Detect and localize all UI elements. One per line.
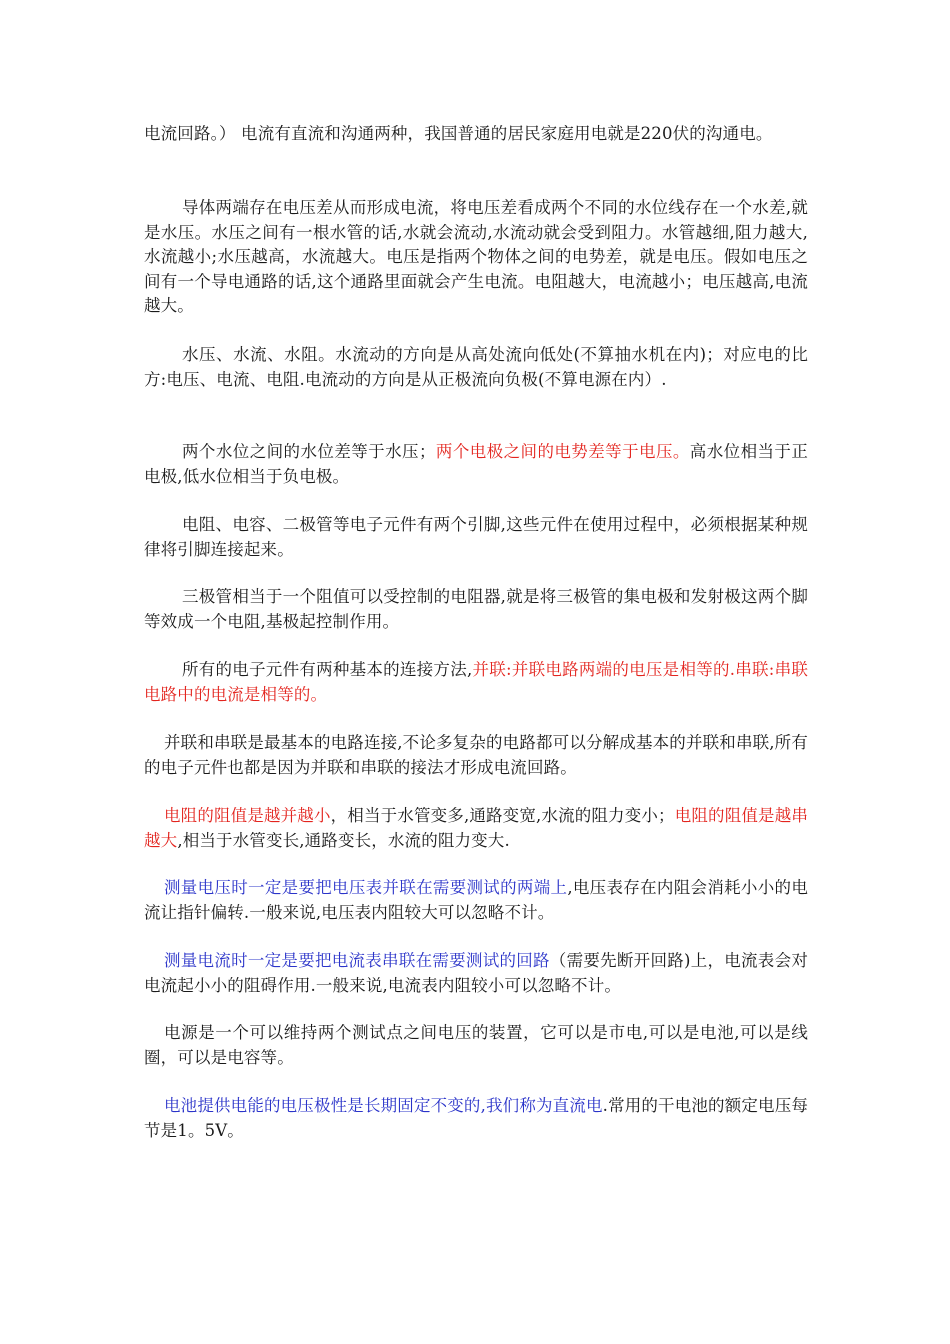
text-segment: （需要先断开回路)上，电流表会对电流起小小的阻碍作用.一般来说,电流表内阻较小可以忽略不计。 (144, 951, 808, 995)
text-segment: .常用的干电池的额定电压每节是1。5V。 (144, 1096, 809, 1140)
text-segment: 三极管相当于一个阻值可以受控制的电阻器,就是将三极管的集电极和发射极这两个脚等效成一个电阻,基极起控制作用。 (144, 587, 808, 631)
paragraph-7 (144, 658, 808, 707)
paragraph-9 (144, 804, 808, 853)
paragraph-3 (144, 343, 808, 392)
text-segment: 两个水位之间的水位差等于水压； (182, 442, 436, 461)
text-segment: 高水位相当于正电极,低水位相当于负电极。 (144, 442, 809, 486)
text-segment: 电源是一个可以维持两个测试点之间电压的装置，它可以是市电,可以是电池,可以是线圈，可以是电容等。 (144, 1023, 808, 1067)
paragraph-4 (144, 440, 808, 489)
highlight-blue-text: 测量电压时一定是要把电压表并联在需要测试的两端上 (164, 878, 568, 897)
highlight-red-text: 电阻的阻值是越并越小 (164, 806, 331, 825)
paragraph-2 (144, 196, 808, 319)
text-segment: 电阻、电容、二极管等电子元件有两个引脚,这些元件在使用过程中，必须根据某种规律将引脚连接起来。 (144, 515, 808, 559)
highlight-blue-text: 测量电流时一定是要把电流表串联在需要测试的回路 (164, 951, 550, 970)
paragraph-12 (144, 1021, 808, 1070)
highlight-red-text: 并联:并联电路两端的电压是相等的.串联:串联电路中的电流是相等的。 (144, 660, 808, 704)
text-segment: ,电压表存在内阻会消耗小小的电流让指针偏转.一般来说,电压表内阻较大可以忽略不计。 (144, 878, 808, 922)
text-segment: 水压、水流、水阻。水流动的方向是从高处流向低处(不算抽水机在内)；对应电的比方:电压、电流、电阻.电流动的方向是从正极流向负极(不算电源在内）. (144, 345, 808, 389)
highlight-red-text: 两个电极之间的电势差等于电压。 (435, 442, 690, 461)
highlight-red-text: 电阻的阻值是越串越大 (144, 806, 809, 850)
paragraph-13 (144, 1094, 808, 1143)
text-segment: 所有的电子元件有两种基本的连接方法, (182, 660, 473, 679)
text-segment: 电流回路。） 电流有直流和沟通两种，我国普通的居民家庭用电就是220伏的沟通电。 (144, 124, 773, 143)
paragraph-11 (144, 949, 808, 998)
paragraph-10 (144, 876, 808, 925)
text-segment: ,相当于水管变长,通路变长，水流的阻力变大. (177, 830, 510, 850)
highlight-blue-text: 电池提供电能的电压极性是长期固定不变的,我们称为直流电 (164, 1096, 603, 1115)
text-segment: ，相当于水管变多,通路变宽,水流的阻力变小； (330, 806, 675, 825)
paragraph-6 (144, 585, 808, 634)
text-segment: 导体两端存在电压差从而形成电流，将电压差看成两个不同的水位线存在一个水差,就是水压。水压之间有一根水管的话,水就会流动,水流动就会受到阻力。水管越细,阻力越大,水流越小;水压越高，水流越大。电压是指两个物体之间的电势差，就是电压。假如电压之间有一个导电通路的话,这个通路里面就会产生电流。电阻越大，电流越小；电压越高,电流越大。 (144, 198, 808, 315)
paragraph-1 (144, 122, 773, 147)
text-segment: 并联和串联是最基本的电路连接,不论多复杂的电路都可以分解成基本的并联和串联,所有的电子元件也都是因为并联和串联的接法才形成电流回路。 (144, 733, 808, 777)
paragraph-8 (144, 731, 808, 780)
paragraph-5 (144, 513, 808, 562)
